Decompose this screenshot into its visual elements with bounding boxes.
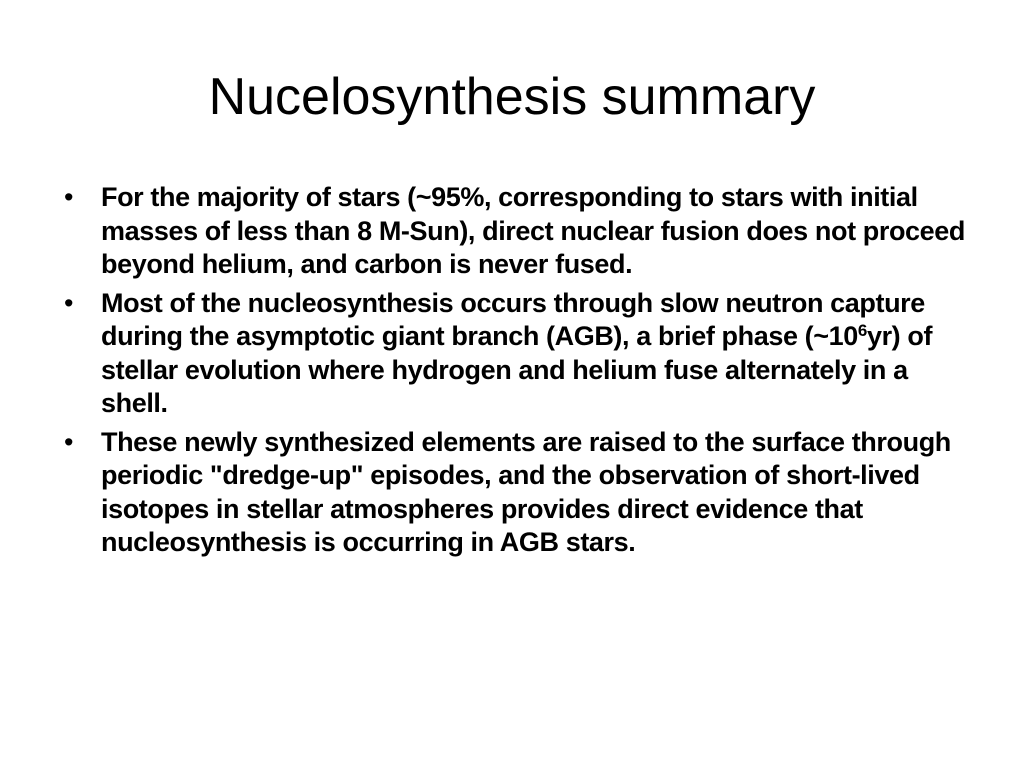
bullet-icon: • bbox=[64, 426, 74, 457]
bullet-item-2 bbox=[62, 287, 967, 421]
bullet-icon: • bbox=[64, 182, 74, 212]
bullet-item-3 bbox=[62, 426, 967, 560]
bullet-icon: • bbox=[64, 287, 74, 318]
bullet-text-2-before: Most of the nucleosynthesis occurs through slow neutron capture during the asymptotic giant branch (AGB), a brief phase (~10 bbox=[101, 287, 925, 351]
bullet-item-1 bbox=[62, 181, 967, 282]
slide-title: Nucelosynthesis summary bbox=[208, 68, 816, 126]
bullet-list bbox=[62, 181, 967, 565]
bullet-text-1: For the majority of stars (~95%, corresponding to stars with initial masses of less than 8 M-Sun), direct nuclear fusion does not proceed beyond helium, and carbon is never fused. bbox=[101, 182, 965, 279]
bullet-text-2-superscript: 6 bbox=[857, 321, 867, 340]
bullet-text-2-after: yr) of stellar evolution where hydrogen and helium fuse alternately in a shell. bbox=[101, 321, 933, 418]
bullet-text-3: These newly synthesized elements are raised to the surface through periodic "dredge-up" episodes, and the observation of short-lived isotopes in stellar atmospheres provides direct evidence that nucleosynthesis is occurring in AGB stars. bbox=[101, 426, 951, 557]
